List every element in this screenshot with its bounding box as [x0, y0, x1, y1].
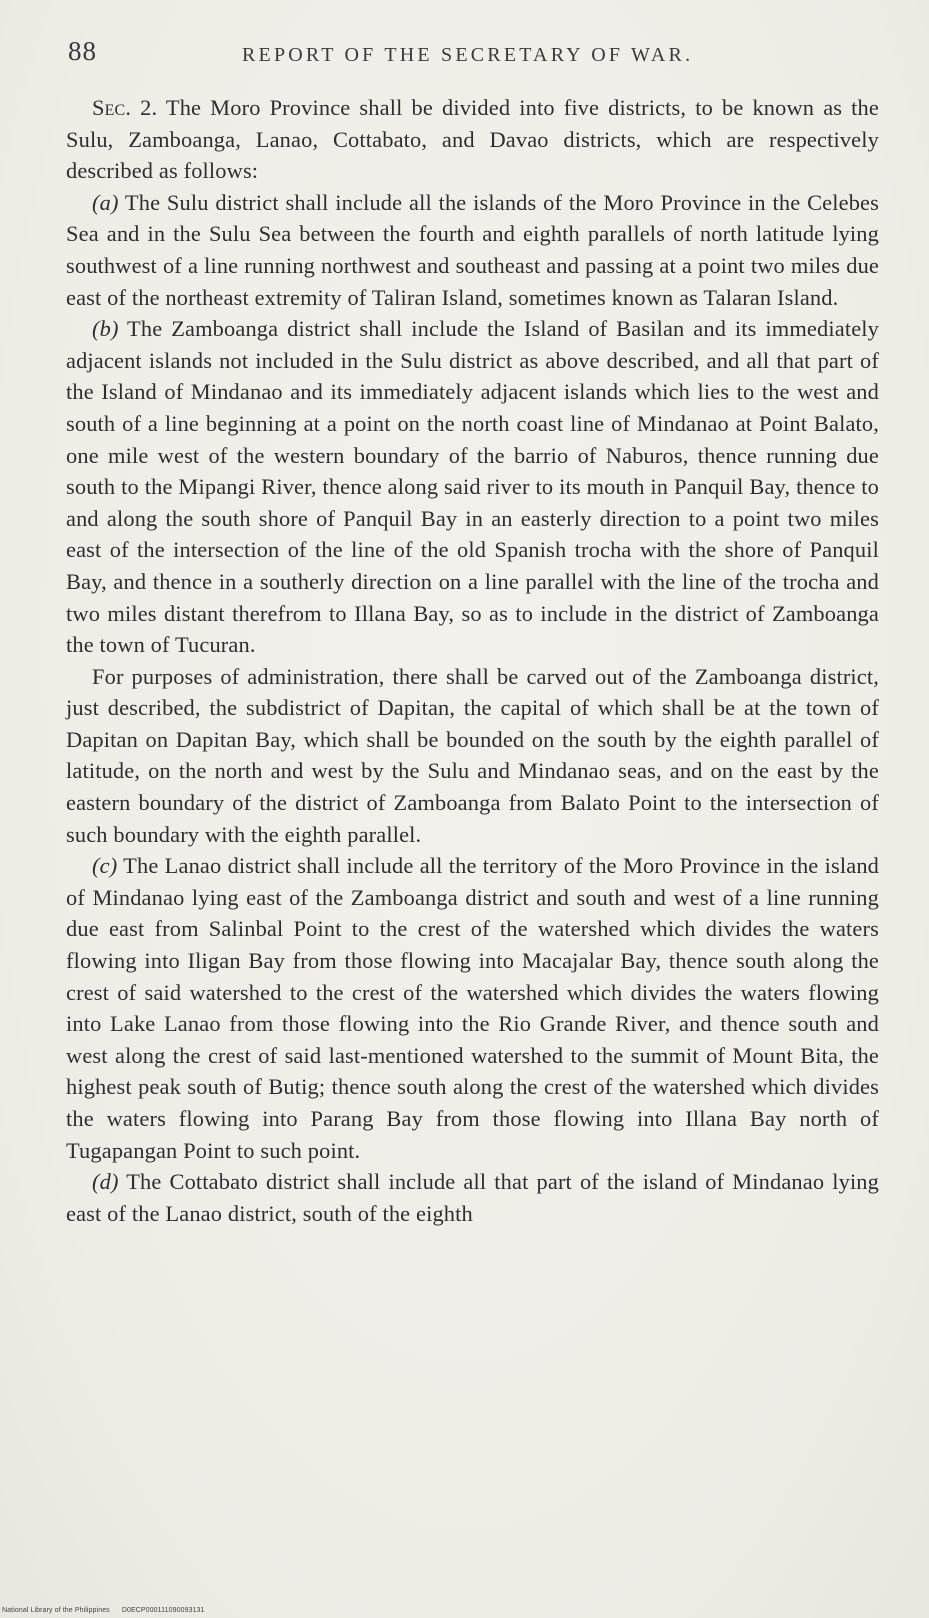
- administration-paragraph: [66, 661, 879, 851]
- body-text: [52, 92, 885, 1229]
- footer-library: National Library of the Philippines: [2, 1607, 110, 1614]
- clause-a-paragraph: [66, 187, 879, 313]
- clause-c-marker: (c): [92, 853, 118, 879]
- clause-a-marker: (a): [92, 189, 119, 215]
- clause-c-paragraph: [66, 850, 879, 1166]
- section-label: Sec. 2.: [92, 95, 158, 120]
- running-title: REPORT OF THE SECRETARY OF WAR.: [242, 44, 694, 66]
- clause-d-text: The Cottabato district shall include all that part of the island of Mindanao lying east of the Lanao district, south of the eighth: [66, 1169, 879, 1226]
- administration-text: For purposes of administration, there shall be carved out of the Zamboanga district, just described, the subdistrict of Dapitan, the capital of which shall be at the town of Dapitan on Dapitan Bay, which shall be bounded on the south by the eighth parallel of latitude, on the north and west by the Sulu and Mindanao seas, and on the east by the eastern boundary of the district of Zamboanga from Balato Point to the intersection of such boundary with the eighth parallel.: [66, 663, 879, 847]
- section-2-text: The Moro Province shall be divided into five districts, to be known as the Sulu, Zamboanga, Lanao, Cottabato, and Davao districts, which are respectively described as follows:: [66, 95, 879, 184]
- footer-code: D0ECP000111090093131: [121, 1607, 205, 1614]
- section-2-paragraph: [66, 92, 879, 187]
- clause-b-paragraph: [66, 313, 879, 661]
- clause-c-text: The Lanao district shall include all the territory of the Moro Province in the island of Mindanao lying east of the Zamboanga district and south and west of a line running due east from Salinbal Point to the crest of the watershed which divides the waters flowing into Iligan Bay from those flowing into Macajalar Bay, thence south along the crest of said watershed to the crest of the watershed which divides the waters flowing into Lake Lanao from those flowing into the Rio Grande River, and thence south and west along the crest of said last-mentioned watershed to the summit of Mount Bita, the highest peak south of Butig; thence south along the crest of the watershed which divides the waters flowing into Parang Bay from those flowing into Illana Bay north of Tugapangan Point to such point.: [66, 853, 880, 1163]
- running-head: [52, 30, 885, 74]
- clause-d-paragraph: [66, 1166, 879, 1229]
- clause-b-text: The Zamboanga district shall include the Island of Basilan and its immediately adjacent islands not included in the Sulu district as above described, and all that part of the Island of Mindanao and its immediately adjacent islands which lies to the west and south of a line beginning at a point on the north coast line of Mindanao at Point Balato, one mile west of the western boundary of the barrio of Naburos, thence running due south to the Mipangi River, thence along said river to its mouth in Panquil Bay, thence to and along the south shore of Panquil Bay in an easterly direction to a point two miles east of the intersection of the line of the old Spanish trocha with the shore of Panquil Bay, and thence in a southerly direction on a line parallel with the line of the trocha and two miles distant therefrom to Illana Bay, so as to include in the district of Zamboanga the town of Tucuran.: [66, 316, 879, 658]
- scan-footer: [2, 1607, 205, 1614]
- clause-d-marker: (d): [92, 1169, 119, 1195]
- clause-a-text: The Sulu district shall include all the islands of the Moro Province in the Celebes Sea and in the Sulu Sea between the fourth and eighth parallels of north latitude lying southwest of a line running northwest and southeast and passing at a point two miles due east of the northeast extremity of Taliran Island, sometimes known as Talaran Island.: [66, 189, 879, 310]
- page-number: 88: [68, 36, 97, 66]
- clause-b-marker: (b): [92, 316, 119, 342]
